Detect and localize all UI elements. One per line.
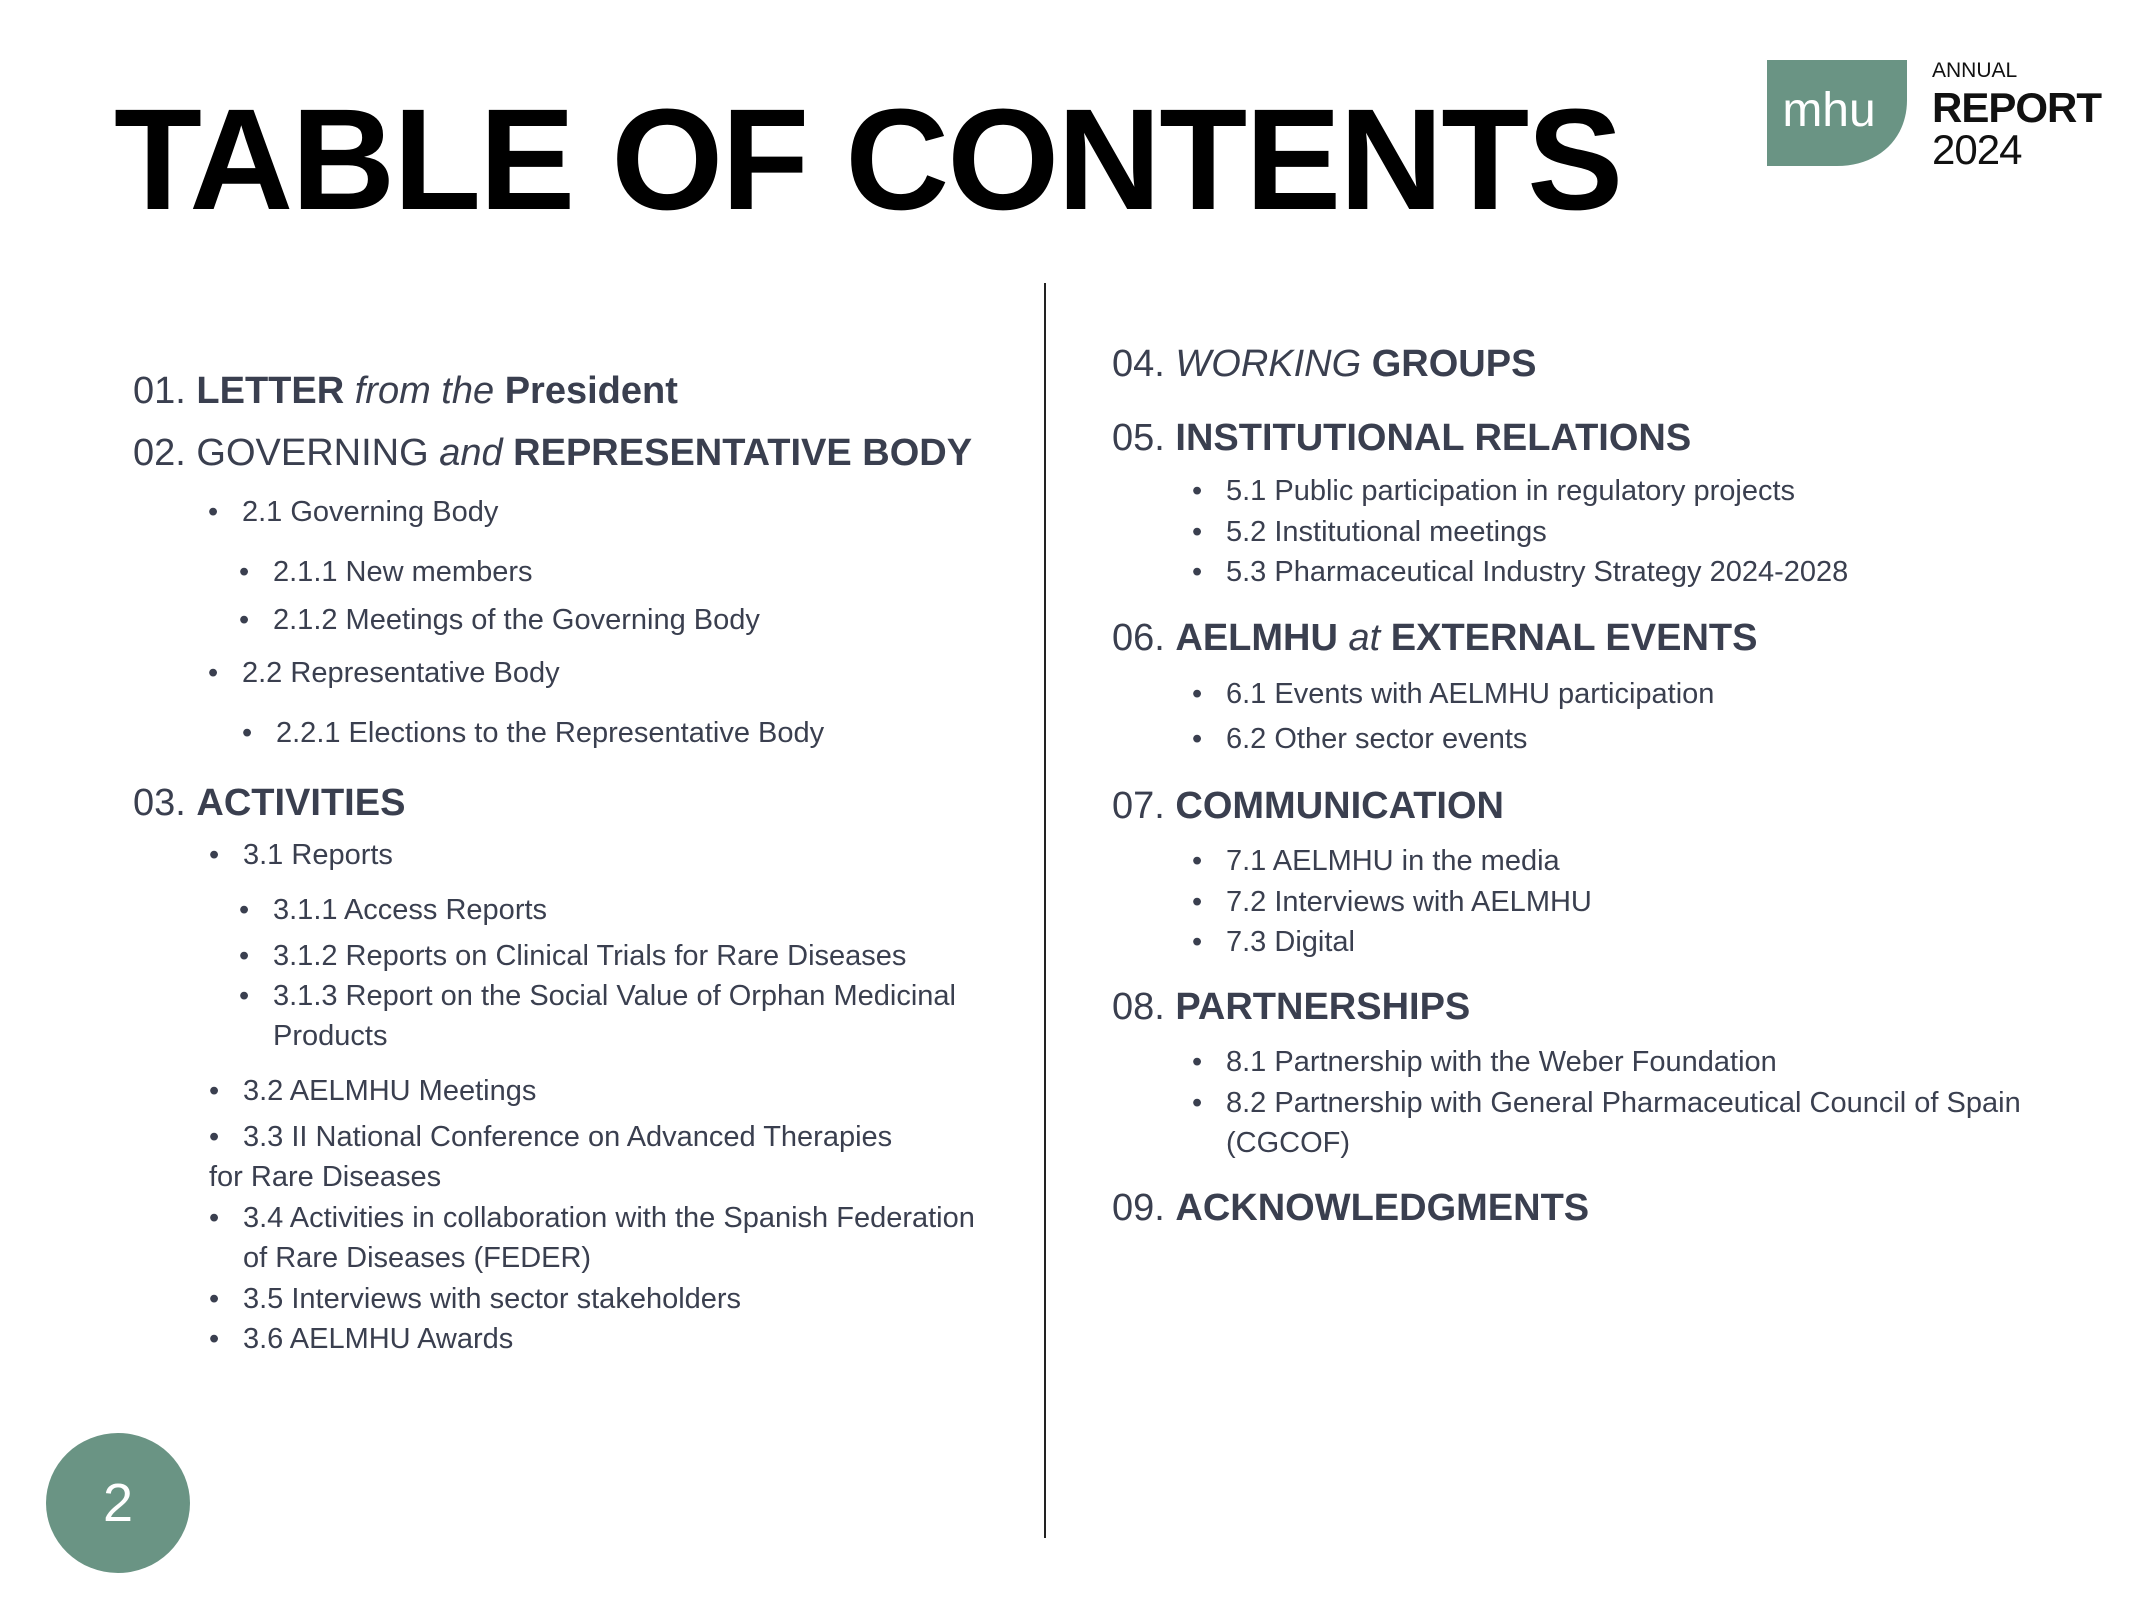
toc-item-3-1-2[interactable]: • 3.1.2 Reports on Clinical Trials for Rare Diseases: [273, 942, 906, 971]
toc-item-3-2[interactable]: • 3.2 AELMHU Meetings: [243, 1077, 536, 1106]
toc-item-2-2[interactable]: • 2.2 Representative Body: [242, 659, 560, 688]
toc-item-6-2[interactable]: • 6.2 Other sector events: [1226, 725, 1527, 754]
toc-item-7-1[interactable]: • 7.1 AELMHU in the media: [1226, 847, 1560, 876]
page-title: TABLE OF CONTENTS: [114, 79, 1622, 240]
toc-item-5-3[interactable]: • 5.3 Pharmaceutical Industry Strategy 2024-2028: [1226, 558, 1848, 587]
logo-mark-text: mhu: [1782, 84, 1876, 137]
toc-item-3-1[interactable]: • 3.1 Reports: [243, 841, 393, 870]
toc-section-06[interactable]: 06. AELMHU at EXTERNAL EVENTS: [1112, 617, 1758, 659]
toc-section-08[interactable]: 08. PARTNERSHIPS: [1112, 986, 1471, 1028]
toc-item-3-3-continued[interactable]: for Rare Diseases: [209, 1161, 442, 1193]
column-divider: [1044, 283, 1046, 1538]
toc-section-04[interactable]: 04. WORKING GROUPS: [1112, 343, 1537, 385]
page-number-badge: 2: [46, 1433, 190, 1573]
toc-item-2-1[interactable]: • 2.1 Governing Body: [242, 498, 498, 527]
toc-item-3-6[interactable]: • 3.6 AELMHU Awards: [243, 1325, 513, 1354]
toc-item-7-2[interactable]: • 7.2 Interviews with AELMHU: [1226, 888, 1592, 917]
toc-item-2-2-1[interactable]: • 2.2.1 Elections to the Representative Body: [276, 719, 824, 748]
toc-item-3-1-3-continued[interactable]: Products: [273, 1020, 388, 1052]
toc-section-03[interactable]: 03. ACTIVITIES: [133, 782, 406, 824]
logo-annual: ANNUAL: [1932, 59, 2018, 82]
toc-item-3-4-continued[interactable]: of Rare Diseases (FEDER): [243, 1242, 592, 1274]
logo-report: REPORT: [1932, 84, 2102, 131]
toc-item-5-1[interactable]: • 5.1 Public participation in regulatory projects: [1226, 477, 1795, 506]
toc-section-09[interactable]: 09. ACKNOWLEDGMENTS: [1112, 1187, 1590, 1229]
toc-item-3-3[interactable]: • 3.3 II National Conference on Advanced Therapies: [243, 1123, 892, 1152]
mhu-logo-icon: [1767, 60, 1907, 166]
toc-item-7-3[interactable]: • 7.3 Digital: [1226, 928, 1355, 957]
toc-item-3-1-3[interactable]: • 3.1.3 Report on the Social Value of Orphan Medicinal: [273, 982, 956, 1011]
toc-item-3-1-1[interactable]: • 3.1.1 Access Reports: [273, 896, 547, 925]
toc-item-2-1-2[interactable]: • 2.1.2 Meetings of the Governing Body: [273, 606, 760, 635]
toc-section-02[interactable]: 02. GOVERNING and REPRESENTATIVE BODY: [133, 432, 973, 474]
toc-section-05[interactable]: 05. INSTITUTIONAL RELATIONS: [1112, 417, 1692, 459]
logo-year: 2024: [1932, 126, 2022, 173]
toc-item-3-5[interactable]: • 3.5 Interviews with sector stakeholders: [243, 1285, 741, 1314]
toc-item-8-2-continued[interactable]: (CGCOF): [1226, 1127, 1351, 1159]
toc-item-8-2[interactable]: • 8.2 Partnership with General Pharmaceutical Council of Spain: [1226, 1089, 2021, 1118]
toc-item-3-4[interactable]: • 3.4 Activities in collaboration with the Spanish Federation: [243, 1204, 975, 1233]
toc-section-01[interactable]: 01. LETTER from the President: [133, 370, 678, 412]
toc-section-07[interactable]: 07. COMMUNICATION: [1112, 785, 1504, 827]
logo-wordmark: [1932, 60, 2101, 171]
toc-item-2-1-1[interactable]: • 2.1.1 New members: [273, 558, 533, 587]
toc-item-6-1[interactable]: • 6.1 Events with AELMHU participation: [1226, 680, 1714, 709]
toc-item-8-1[interactable]: • 8.1 Partnership with the Weber Foundation: [1226, 1048, 1777, 1077]
toc-item-5-2[interactable]: • 5.2 Institutional meetings: [1226, 518, 1547, 547]
